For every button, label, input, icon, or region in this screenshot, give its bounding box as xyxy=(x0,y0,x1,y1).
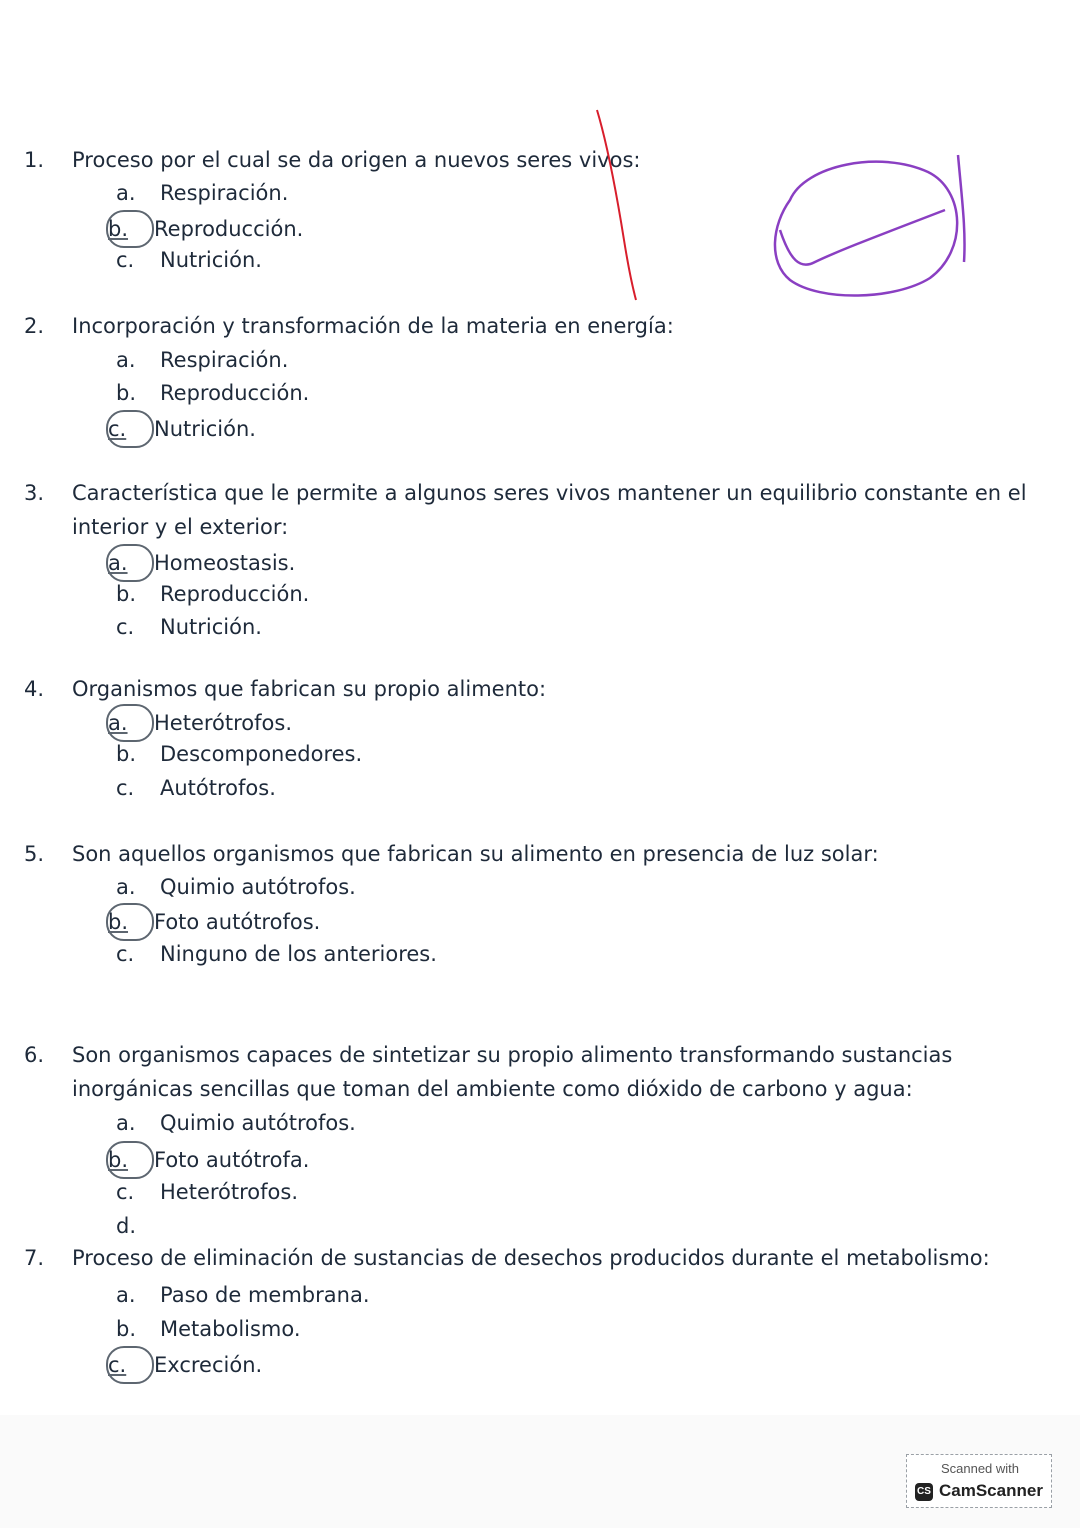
purple-grade-circle xyxy=(775,162,957,296)
option-text: Autótrofos. xyxy=(160,776,276,800)
option-text-circled: Foto autótrofa. xyxy=(154,1148,310,1172)
option-letter: b. xyxy=(106,210,154,248)
option-text-circled: Nutrición. xyxy=(154,417,256,441)
option-text: Heterótrofos. xyxy=(160,1180,298,1204)
option-letter: c. xyxy=(116,248,135,272)
red-grade-stroke xyxy=(597,110,636,300)
option-1a xyxy=(112,176,288,210)
question-number: 4. xyxy=(24,677,45,701)
question-number: 2. xyxy=(24,314,45,338)
option-text: Quimio autótrofos. xyxy=(160,875,356,899)
option-7a xyxy=(112,1278,370,1312)
option-letter: a. xyxy=(116,875,136,899)
question-text: Proceso de eliminación de sustancias de desechos producidos durante el metabolismo: xyxy=(72,1246,990,1270)
option-letter: a. xyxy=(116,348,136,372)
option-6b xyxy=(108,1141,310,1175)
option-3c xyxy=(112,610,262,644)
option-letter: b. xyxy=(116,582,137,606)
option-letter: b. xyxy=(106,1141,154,1179)
option-text-circled: Foto autótrofos. xyxy=(154,910,321,934)
option-7c xyxy=(108,1346,263,1380)
option-letter: c. xyxy=(116,1180,135,1204)
option-6c xyxy=(112,1175,298,1209)
option-text: Reproducción. xyxy=(160,582,310,606)
option-letter: a. xyxy=(116,181,136,205)
option-text: Quimio autótrofos. xyxy=(160,1111,356,1135)
question-text: Característica que le permite a algunos seres vivos mantener un equilibrio constante en el interior y el exterior: xyxy=(72,481,1027,539)
option-letter: a. xyxy=(116,1283,136,1307)
question-text: Organismos que fabrican su propio alimento: xyxy=(72,677,547,701)
question-text: Proceso por el cual se da origen a nuevos seres vivos: xyxy=(72,148,641,172)
option-letter: b. xyxy=(116,742,137,766)
option-letter: b. xyxy=(116,381,137,405)
question-number: 3. xyxy=(24,481,45,505)
option-7b xyxy=(112,1312,301,1346)
camscanner-logo-icon: CS xyxy=(915,1483,933,1501)
option-letter: b. xyxy=(106,903,154,941)
option-letter: c. xyxy=(106,1346,154,1384)
option-text: Nutrición. xyxy=(160,248,262,272)
option-letter: d. xyxy=(116,1214,137,1238)
question-number: 5. xyxy=(24,842,45,866)
option-letter: c. xyxy=(106,410,154,448)
option-2b xyxy=(112,376,309,410)
option-4c xyxy=(112,771,276,805)
option-text: Paso de membrana. xyxy=(160,1283,370,1307)
option-letter: c. xyxy=(116,776,135,800)
question-text: Incorporación y transformación de la materia en energía: xyxy=(72,314,674,338)
option-1b xyxy=(108,210,304,244)
option-4b xyxy=(112,737,362,771)
option-text: Metabolismo. xyxy=(160,1317,301,1341)
option-text-circled: Excreción. xyxy=(154,1353,263,1377)
option-text: Descomponedores. xyxy=(160,742,363,766)
option-text: Reproducción. xyxy=(160,381,310,405)
camscanner-watermark xyxy=(906,1454,1052,1508)
option-6a xyxy=(112,1106,356,1140)
question-number: 1. xyxy=(24,148,45,172)
watermark-caption: Scanned with xyxy=(940,1461,1020,1476)
option-text-circled: Reproducción. xyxy=(154,217,304,241)
question-number: 7. xyxy=(24,1246,45,1270)
option-1c xyxy=(112,243,262,277)
option-letter: c. xyxy=(116,942,135,966)
option-5b xyxy=(108,903,321,937)
option-letter: a. xyxy=(106,704,154,742)
option-letter: c. xyxy=(116,615,135,639)
option-3a xyxy=(108,544,296,578)
option-text: Respiración. xyxy=(160,348,289,372)
option-4a xyxy=(108,704,292,738)
option-3b xyxy=(112,577,309,611)
option-2c xyxy=(108,410,256,444)
option-text-circled: Heterótrofos. xyxy=(154,711,292,735)
option-5a xyxy=(112,870,356,904)
question-text: Son aquellos organismos que fabrican su alimento en presencia de luz solar: xyxy=(72,842,879,866)
option-letter: b. xyxy=(116,1317,137,1341)
option-6d xyxy=(112,1209,160,1243)
option-5c xyxy=(112,937,437,971)
watermark-brand: CamScanner xyxy=(939,1481,1043,1500)
option-letter: a. xyxy=(106,544,154,582)
option-text: Respiración. xyxy=(160,181,289,205)
option-letter: a. xyxy=(116,1111,136,1135)
option-text: Ninguno de los anteriores. xyxy=(160,942,437,966)
option-text-circled: Homeostasis. xyxy=(154,551,296,575)
option-text: Nutrición. xyxy=(160,615,262,639)
option-2a xyxy=(112,343,288,377)
question-number: 6. xyxy=(24,1043,45,1067)
question-text: Son organismos capaces de sintetizar su propio alimento transformando sustancias inorgánicas sencillas que toman del ambiente como dióxido de carbono y agua: xyxy=(72,1043,953,1101)
